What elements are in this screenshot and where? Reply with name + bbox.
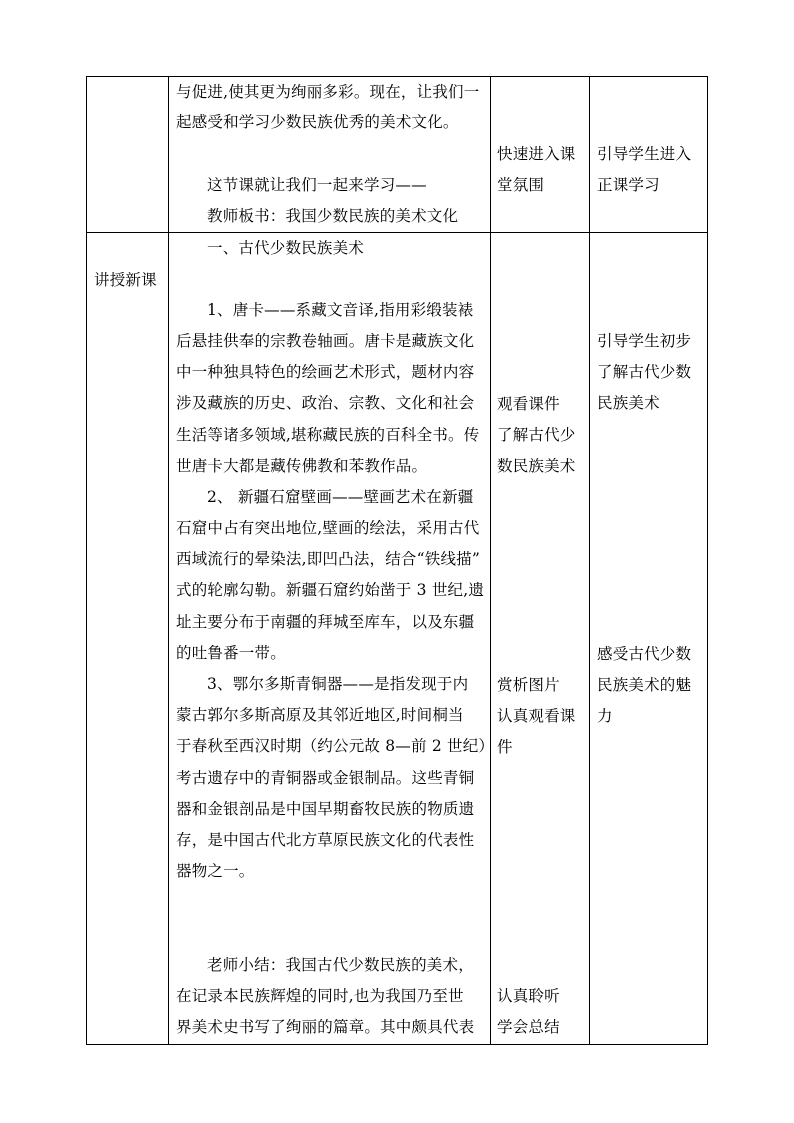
section-heading: 一、古代少数民族美术 — [207, 239, 365, 257]
design-intent-line: 引导学生初步 — [597, 332, 692, 350]
paragraph-line: 器物之一。 — [176, 862, 255, 880]
summary-line: 老师小结：我国古代少数民族的美术， — [207, 956, 474, 974]
paragraph-line: 存，是中国古代北方草原民族文化的代表性 — [176, 831, 475, 849]
row-divider — [86, 232, 708, 233]
paragraph-line: 考古遗存中的青铜器或金银制品。这些青铜 — [176, 769, 475, 787]
student-activity-line: 数民族美术 — [497, 457, 576, 475]
paragraph-line: 式的轮廓勾勒。新疆石窟约始凿于 3 世纪,遗 — [176, 581, 485, 599]
student-activity-line: 快速进入课 — [497, 145, 576, 163]
paragraph-line: 生活等诸多领域,堪称藏民族的百科全书。传 — [176, 426, 480, 444]
column-divider-2 — [490, 76, 491, 1045]
table-left-border — [86, 76, 87, 1045]
paragraph-line: 1、唐卡——系藏文音译,指用彩缎装裱 — [207, 301, 474, 319]
table-top-border — [86, 76, 708, 77]
design-intent-line: 正课学习 — [597, 176, 660, 194]
paragraph-line: 石窟中占有突出地位,壁画的绘法，采用古代 — [176, 519, 480, 537]
student-activity-line: 学会总结 — [497, 1018, 560, 1036]
student-activity-line: 观看课件 — [497, 395, 560, 413]
content-line: 与促进,使其更为绚丽多彩。现在，让我们一 — [176, 83, 480, 101]
paragraph-line: 的吐鲁番一带。 — [176, 644, 286, 662]
column-divider-3 — [589, 76, 590, 1045]
paragraph-line: 器和金银剖品是中国早期畜牧民族的物质遗 — [176, 800, 475, 818]
section-label: 讲授新课 — [94, 271, 157, 289]
paragraph-line: 中一种独具特色的绘画艺术形式，题材内容 — [176, 363, 475, 381]
student-activity-line: 了解古代少 — [497, 426, 576, 444]
design-intent-line: 了解古代少数 — [597, 363, 692, 381]
design-intent-line: 民族美术的魅 — [597, 676, 692, 694]
paragraph-line: 西域流行的晕染法,即凹凸法，结合“铁线描” — [176, 550, 480, 568]
content-line: 起感受和学习少数民族优秀的美术文化。 — [176, 113, 459, 131]
design-intent-line: 民族美术 — [597, 394, 660, 412]
paragraph-line: 于春秋至西汉时期（约公元故 8—前 2 世纪） — [176, 737, 495, 755]
content-line: 教师板书：我国少数民族的美术文化 — [207, 207, 459, 225]
student-activity-line: 件 — [497, 738, 513, 756]
paragraph-line: 址主要分布于南疆的拜城至库车，以及东疆 — [176, 613, 475, 631]
summary-line: 在记录本民族辉煌的同时,也为我国乃至世 — [176, 987, 464, 1005]
design-intent-line: 引导学生进入 — [597, 145, 692, 163]
student-activity-line: 堂氛围 — [497, 176, 545, 194]
table-right-border — [707, 76, 708, 1045]
summary-line: 界美术史书写了绚丽的篇章。其中颇具代表 — [176, 1018, 475, 1036]
design-intent-line: 力 — [597, 707, 613, 725]
student-activity-line: 认真观看课 — [497, 707, 576, 725]
design-intent-line: 感受古代少数 — [597, 645, 692, 663]
student-activity-line: 认真聆听 — [497, 987, 560, 1005]
table-bottom-border — [86, 1044, 708, 1045]
paragraph-line: 世唐卡大都是藏传佛教和苯教作品。 — [176, 457, 428, 475]
paragraph-line: 涉及藏族的历史、政治、宗教、文化和社会 — [176, 394, 475, 412]
column-divider-1 — [168, 76, 169, 1045]
paragraph-line: 3、鄂尔多斯青铜器——是指发现于内 — [207, 675, 469, 693]
content-line: 这节课就让我们一起来学习—— — [207, 176, 427, 194]
student-activity-line: 赏析图片 — [497, 676, 560, 694]
paragraph-line: 后悬挂供奉的宗教卷轴画。唐卡是藏族文化 — [176, 332, 475, 350]
paragraph-line: 2、 新疆石窟壁画——壁画艺术在新疆 — [207, 488, 474, 506]
paragraph-line: 蒙古郭尔多斯高原及其邻近地区,时间桐当 — [176, 706, 464, 724]
